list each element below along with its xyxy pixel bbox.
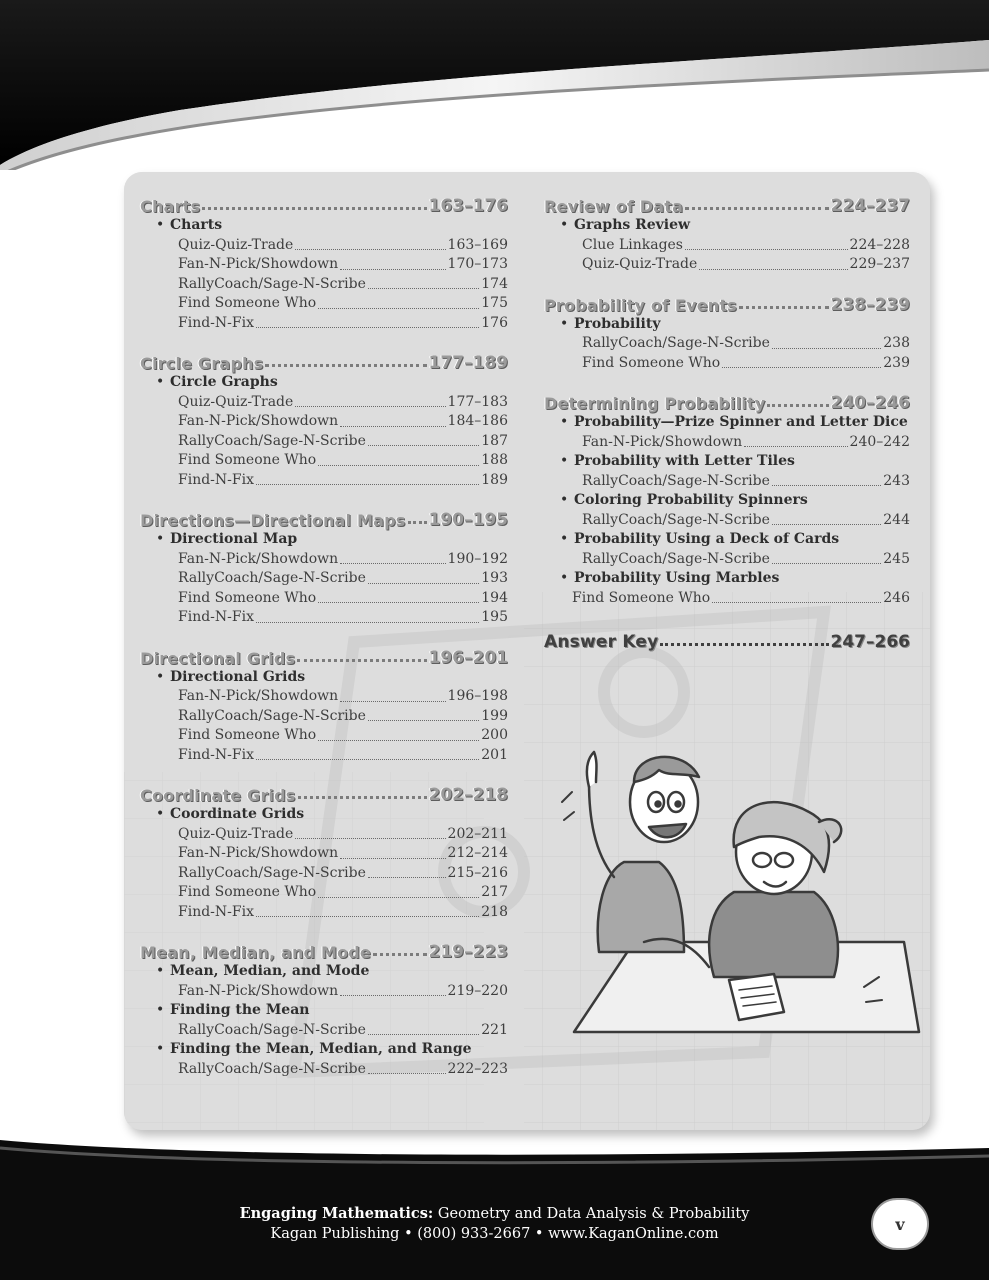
entry-name: RallyCoach/Sage-N-Scribe <box>178 275 366 292</box>
entry-pages: 174 <box>481 275 508 292</box>
contents-entry <box>544 334 910 354</box>
answer-key-title: Answer Key <box>544 632 659 652</box>
contents-entry <box>140 1060 508 1080</box>
topic-label: Finding the Mean <box>170 1002 310 1018</box>
section-pages: 177–189 <box>428 353 508 373</box>
entry-name: Find Someone Who <box>572 589 711 606</box>
entry-name: Fan-N-Pick/Showdown <box>178 256 339 272</box>
bullet-icon: • <box>560 315 569 332</box>
entry-pages: 177–183 <box>447 393 508 410</box>
entry-name: Quiz-Quiz-Trade <box>178 825 294 842</box>
dot-leader <box>340 426 445 427</box>
entry-name: RallyCoach/Sage-N-Scribe <box>582 550 770 567</box>
dot-leader <box>318 465 479 466</box>
dot-leader <box>340 269 445 270</box>
contents-entry <box>140 687 508 707</box>
entry-pages: 246 <box>883 589 910 606</box>
entry-pages: 194 <box>481 589 508 606</box>
dot-leader <box>373 953 427 956</box>
topic-label: Probability with Letter Tiles <box>574 453 795 469</box>
topic-label: Probability—Prize Spinner and Letter Dice <box>574 414 908 430</box>
entry-pages: 244 <box>883 511 910 528</box>
topic-label: Mean, Median, and Mode <box>170 963 370 979</box>
entry-pages: 176 <box>481 314 508 331</box>
dot-leader <box>256 759 479 760</box>
entry-pages: 243 <box>883 472 910 489</box>
topic-item <box>544 452 910 472</box>
topic-label: Coloring Probability Spinners <box>574 492 808 508</box>
section-title: Probability of Events <box>544 295 737 315</box>
entry-name: Fan-N-Pick/Showdown <box>178 550 339 567</box>
contents-entry <box>140 726 508 746</box>
top-decorative-band <box>0 0 989 170</box>
book-title-line <box>0 1204 989 1224</box>
entry-name: Find Someone Who <box>178 295 317 311</box>
bullet-icon: • <box>156 531 165 547</box>
entry-name: Find Someone Who <box>178 884 317 900</box>
dot-leader <box>712 602 881 603</box>
dot-leader <box>744 446 847 447</box>
contents-entry <box>140 825 508 845</box>
dot-leader <box>295 406 445 407</box>
entry-name: Find-N-Fix <box>178 471 254 488</box>
entry-name: RallyCoach/Sage-N-Scribe <box>178 707 366 724</box>
answer-key-heading <box>544 626 910 652</box>
dot-leader <box>256 327 479 328</box>
dot-leader <box>368 445 479 446</box>
contents-entry <box>544 433 910 453</box>
topic-item <box>544 569 910 589</box>
dot-leader <box>318 740 479 741</box>
contents-entry <box>544 472 910 492</box>
dot-leader <box>408 521 427 524</box>
book-title-rest: Geometry and Data Analysis & Probability <box>433 1206 750 1222</box>
contents-panel <box>124 172 930 1130</box>
dot-leader <box>318 308 479 309</box>
section-heading <box>544 289 910 315</box>
entry-pages: 184–186 <box>447 413 508 429</box>
topic-label: Finding the Mean, Median, and Range <box>170 1041 472 1057</box>
entry-pages: 229–237 <box>849 256 910 272</box>
section-title: Coordinate Grids <box>140 786 296 805</box>
section-title: Directions—Directional Maps <box>140 511 406 530</box>
entry-pages: 239 <box>883 354 910 371</box>
contents-entry <box>140 903 508 923</box>
dot-leader <box>368 1034 479 1035</box>
entry-name: Find-N-Fix <box>178 903 254 920</box>
entry-pages: 195 <box>481 609 508 625</box>
dot-leader <box>767 404 828 407</box>
contents-entry <box>140 471 508 491</box>
section-title: Review of Data <box>544 197 684 216</box>
entry-pages: 196–198 <box>447 688 508 704</box>
contents-entry <box>140 255 508 275</box>
topic-label: Directional Grids <box>170 668 306 685</box>
contents-entry <box>140 707 508 727</box>
topic-item <box>544 315 910 335</box>
topic-item <box>140 1001 508 1021</box>
section-heading <box>140 347 508 373</box>
dot-leader <box>772 524 881 525</box>
bullet-icon: • <box>560 217 569 233</box>
entry-pages: 240–242 <box>849 433 910 450</box>
dot-leader <box>202 207 426 210</box>
dot-leader <box>295 249 445 250</box>
bullet-icon: • <box>156 668 165 685</box>
contents-entry <box>544 550 910 570</box>
dot-leader <box>368 720 479 721</box>
section-pages: 196–201 <box>428 647 508 668</box>
topic-item <box>140 530 508 550</box>
dot-leader <box>298 796 427 799</box>
dot-leader <box>772 348 881 349</box>
contents-entry <box>140 746 508 766</box>
contents-entry <box>140 451 508 471</box>
dot-leader <box>685 249 848 250</box>
contents-entry <box>140 314 508 334</box>
entry-pages: 245 <box>883 550 910 567</box>
entry-pages: 212–214 <box>447 845 508 861</box>
entry-name: RallyCoach/Sage-N-Scribe <box>582 511 770 528</box>
dot-leader <box>256 484 479 485</box>
contents-entry <box>140 864 508 884</box>
dot-leader <box>318 897 479 898</box>
topic-label: Directional Map <box>170 531 298 547</box>
topic-item <box>544 530 910 550</box>
contents-entry <box>140 569 508 589</box>
page-number: v <box>895 1214 905 1234</box>
contents-entry <box>544 354 910 374</box>
topic-item <box>544 413 910 433</box>
section-pages: 163–176 <box>428 196 508 216</box>
contents-entry <box>544 511 910 531</box>
contents-entry <box>140 275 508 295</box>
entry-pages: 238 <box>883 335 910 351</box>
dot-leader <box>368 288 479 289</box>
entry-pages: 193 <box>481 570 508 586</box>
right-contents-column <box>544 190 910 652</box>
entry-name: Fan-N-Pick/Showdown <box>582 433 743 450</box>
dot-leader <box>340 563 445 564</box>
dot-leader <box>340 995 445 996</box>
dot-leader <box>685 207 828 210</box>
entry-pages: 218 <box>481 903 508 920</box>
entry-name: Find-N-Fix <box>178 746 254 763</box>
entry-pages: 189 <box>481 471 508 488</box>
bullet-icon: • <box>156 217 165 233</box>
entry-name: RallyCoach/Sage-N-Scribe <box>178 1021 366 1038</box>
entry-name: RallyCoach/Sage-N-Scribe <box>178 570 366 586</box>
contents-entry <box>140 982 508 1002</box>
dot-leader <box>256 622 479 623</box>
topic-item <box>140 668 508 688</box>
book-title-bold: Engaging Mathematics: <box>239 1205 434 1222</box>
bullet-icon: • <box>560 414 569 430</box>
section-heading <box>140 936 508 962</box>
section-heading <box>140 190 508 216</box>
dot-leader <box>772 563 881 564</box>
contents-entry <box>140 608 508 628</box>
entry-name: Find Someone Who <box>178 452 317 468</box>
bullet-icon: • <box>560 492 569 508</box>
topic-item <box>140 805 508 825</box>
entry-name: RallyCoach/Sage-N-Scribe <box>178 432 366 449</box>
entry-name: Find Someone Who <box>178 589 317 606</box>
contents-entry <box>544 255 910 275</box>
section-title: Charts <box>140 197 201 216</box>
entry-pages: 215–216 <box>447 864 508 881</box>
entry-pages: 222–223 <box>447 1060 508 1077</box>
contents-entry <box>140 294 508 314</box>
entry-name: RallyCoach/Sage-N-Scribe <box>178 864 366 881</box>
entry-pages: 202–211 <box>447 825 508 842</box>
entry-pages: 221 <box>481 1021 508 1038</box>
entry-name: Clue Linkages <box>582 236 683 253</box>
section-heading <box>544 387 910 413</box>
entry-pages: 163–169 <box>447 236 508 253</box>
entry-pages: 217 <box>481 884 508 900</box>
entry-name: Find Someone Who <box>178 727 317 743</box>
dot-leader <box>297 659 426 662</box>
dot-leader <box>368 583 479 584</box>
topic-item <box>140 1040 508 1060</box>
page-number-badge <box>871 1198 929 1250</box>
section-heading <box>140 779 508 805</box>
bullet-icon: • <box>560 570 569 586</box>
entry-name: Fan-N-Pick/Showdown <box>178 982 339 999</box>
section-pages: 202–218 <box>428 785 508 805</box>
contents-entry <box>140 844 508 864</box>
bullet-icon: • <box>156 806 165 822</box>
topic-item <box>544 216 910 236</box>
section-title: Directional Grids <box>140 648 296 668</box>
dot-leader <box>368 1073 446 1074</box>
contents-entry <box>140 412 508 432</box>
dot-leader <box>660 643 828 646</box>
entry-pages: 199 <box>481 707 508 724</box>
topic-label: Probability Using Marbles <box>574 570 780 586</box>
topic-label: Coordinate Grids <box>170 806 305 822</box>
dot-leader <box>772 485 881 486</box>
section-heading <box>544 190 910 216</box>
contents-entry <box>544 236 910 256</box>
contents-entry <box>140 1021 508 1041</box>
entry-pages: 175 <box>481 295 508 311</box>
section-title: Determining Probability <box>544 394 766 413</box>
bullet-icon: • <box>560 453 569 469</box>
section-pages: 238–239 <box>830 294 910 315</box>
entry-name: RallyCoach/Sage-N-Scribe <box>178 1060 366 1077</box>
dot-leader <box>699 269 847 270</box>
dot-leader <box>340 701 445 702</box>
entry-name: RallyCoach/Sage-N-Scribe <box>582 335 770 351</box>
contents-entry <box>544 589 910 609</box>
section-heading <box>140 504 508 530</box>
section-pages: 240–246 <box>830 393 910 413</box>
entry-pages: 188 <box>481 452 508 468</box>
contents-entry <box>140 432 508 452</box>
section-title: Circle Graphs <box>140 354 264 373</box>
contents-entry <box>140 393 508 413</box>
topic-label: Charts <box>170 217 223 233</box>
section-heading <box>140 642 508 668</box>
section-pages: 224–237 <box>830 196 910 216</box>
section-title: Mean, Median, and Mode <box>140 943 371 962</box>
contents-entry <box>140 236 508 256</box>
entry-pages: 187 <box>481 432 508 449</box>
entry-name: Quiz-Quiz-Trade <box>178 393 294 410</box>
entry-name: Quiz-Quiz-Trade <box>582 256 698 272</box>
topic-label: Graphs Review <box>574 217 691 233</box>
dot-leader <box>340 858 445 859</box>
topic-item <box>544 491 910 511</box>
entry-name: Quiz-Quiz-Trade <box>178 236 294 253</box>
entry-name: Fan-N-Pick/Showdown <box>178 688 339 704</box>
section-pages: 219–223 <box>428 942 508 962</box>
left-contents-column <box>140 190 508 1079</box>
entry-name: Find-N-Fix <box>178 609 254 625</box>
topic-item <box>140 373 508 393</box>
bullet-icon: • <box>156 963 165 979</box>
entry-name: Fan-N-Pick/Showdown <box>178 413 339 429</box>
entry-pages: 201 <box>481 746 508 763</box>
dot-leader <box>295 838 445 839</box>
entry-name: Fan-N-Pick/Showdown <box>178 845 339 861</box>
topic-item <box>140 962 508 982</box>
topic-label: Probability Using a Deck of Cards <box>574 531 840 547</box>
dot-leader <box>368 877 446 878</box>
topic-label: Circle Graphs <box>170 374 278 390</box>
bullet-icon: • <box>156 374 165 390</box>
bullet-icon: • <box>156 1041 165 1057</box>
publisher-line: Kagan Publishing • (800) 933-2667 • www.KaganOnline.com <box>270 1226 719 1242</box>
students-studying-illustration <box>534 742 930 1082</box>
dot-leader <box>256 916 479 917</box>
entry-name: Find-N-Fix <box>178 314 254 331</box>
entry-pages: 170–173 <box>447 256 508 272</box>
contents-entry <box>140 883 508 903</box>
dot-leader <box>722 367 881 368</box>
bullet-icon: • <box>156 1002 165 1018</box>
topic-label: Probability <box>574 315 661 332</box>
entry-pages: 190–192 <box>447 550 508 567</box>
contents-entry <box>140 589 508 609</box>
bullet-icon: • <box>560 531 569 547</box>
topic-item <box>140 216 508 236</box>
contents-entry <box>140 550 508 570</box>
entry-pages: 219–220 <box>447 982 508 999</box>
entry-pages: 200 <box>481 727 508 743</box>
answer-key-pages: 247–266 <box>830 632 910 652</box>
dot-leader <box>318 602 479 603</box>
entry-name: RallyCoach/Sage-N-Scribe <box>582 472 770 489</box>
entry-pages: 224–228 <box>849 236 910 253</box>
entry-name: Find Someone Who <box>582 354 721 371</box>
section-pages: 190–195 <box>428 510 508 530</box>
dot-leader <box>265 364 426 367</box>
dot-leader <box>739 306 829 309</box>
